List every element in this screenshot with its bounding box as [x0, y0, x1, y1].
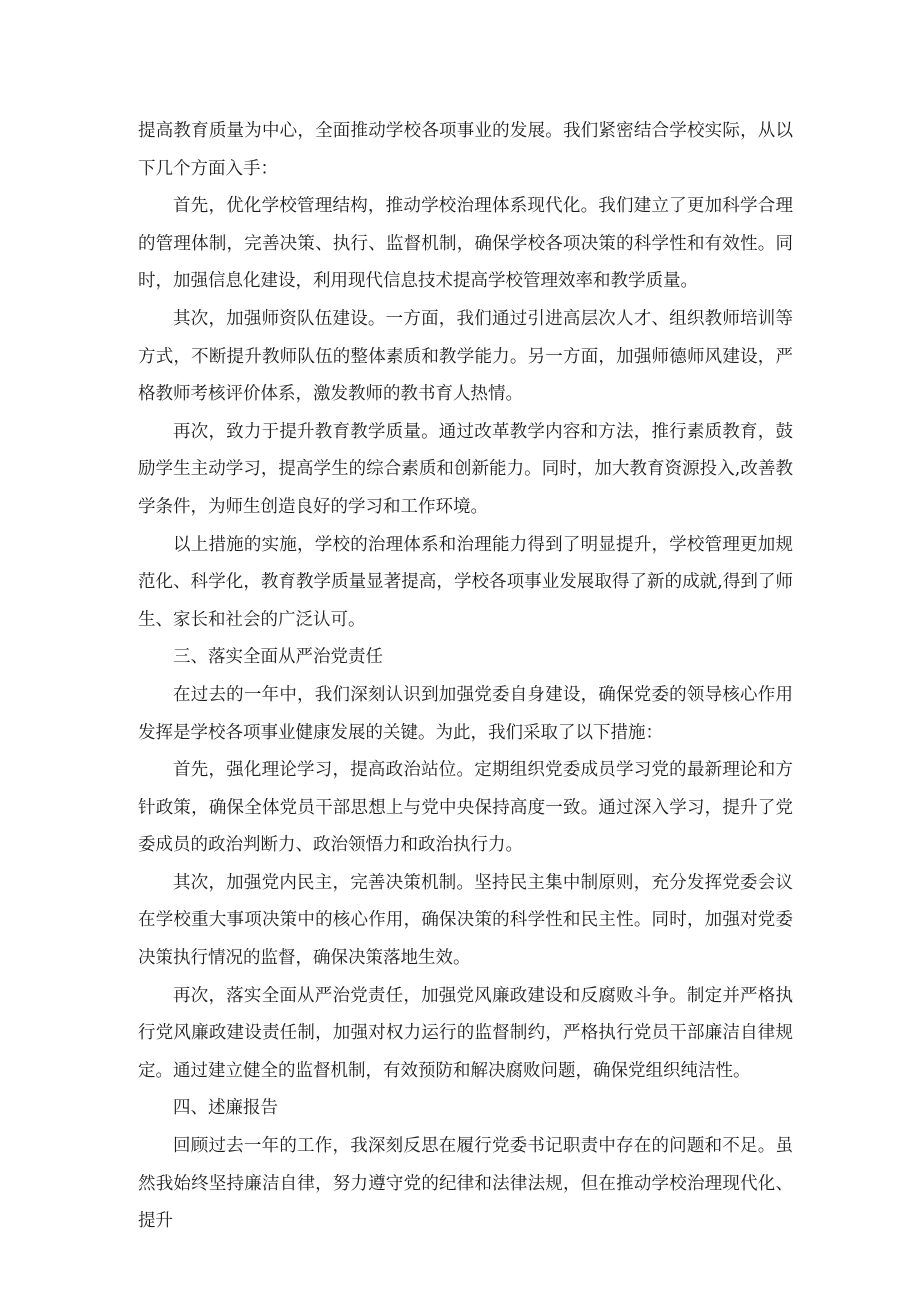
paragraph-inner-democracy: 其次，加强党内民主，完善决策机制。坚持民主集中制原则，充分发挥党委会议在学校重大事项决策中的核心作用，确保决策的科学性和民主性。同时，加强对党委决策执行情况的监督，确保决策落地生效。 [138, 872, 793, 969]
paragraph-party-intro: 在过去的一年中，我们深刻认识到加强党委自身建设，确保党委的领导核心作用发挥是学校各项事业健康发展的关键。为此，我们采取了以下措施： [138, 684, 793, 743]
section-heading-three: 三、落实全面从严治党责任 [173, 647, 383, 668]
paragraph-measures-summary: 以上措施的实施，学校的治理体系和治理能力得到了明显提升，学校管理更加规范化、科学化，教育教学质量显著提高，学校各项事业发展取得了新的成就,得到了师生、家长和社会的广泛认可。 [138, 534, 793, 630]
section-heading-four: 四、述廉报告 [173, 1098, 278, 1119]
document-body [138, 113, 793, 1241]
paragraph-review: 回顾过去一年的工作，我深刻反思在履行党委书记职责中存在的问题和不足。虽然我始终坚持廉洁自律，努力遵守党的纪律和法律法规，但在推动学校治理现代化、提升 [138, 1136, 793, 1232]
paragraph-theory-study: 首先，强化理论学习，提高政治站位。定期组织党委成员学习党的最新理论和方针政策，确保全体党员干部思想上与党中央保持高度一致。通过深入学习，提升了党委成员的政治判断力、政治领悟力和政治执行力。 [138, 760, 793, 856]
paragraph-teacher-team: 其次，加强师资队伍建设。一方面，我们通过引进高层次人才、组织教师培训等方式，不断提升教师队伍的整体素质和教学能力。另一方面，加强师德师风建设，严格教师考核评价体系，激发教师的教书育人热情。 [138, 308, 793, 405]
paragraph-teaching-quality: 再次，致力于提升教育教学质量。通过改革教学内容和方法，推行素质教育，鼓励学生主动学习，提高学生的综合素质和创新能力。同时，加大教育资源投入,改善教学条件，为师生创造良好的学习和工作环境。 [138, 421, 793, 517]
paragraph-continuation: 提高教育质量为中心，全面推动学校各项事业的发展。我们紧密结合学校实际，从以下几个方面入手： [138, 121, 793, 179]
paragraph-management-structure: 首先，优化学校管理结构，推动学校治理体系现代化。我们建立了更加科学合理的管理体制，完善决策、执行、监督机制，确保学校各项决策的科学性和有效性。同时，加强信息化建设，利用现代信息技术提高学校管理效率和教学质量。 [138, 196, 793, 292]
paragraph-anti-corruption: 再次，落实全面从严治党责任，加强党风廉政建设和反腐败斗争。制定并严格执行党风廉政建设责任制，加强对权力运行的监督制约，严格执行党员干部廉洁自律规定。通过建立健全的监督机制，有效预防和解决腐败问题，确保党组织纯洁性。 [138, 985, 793, 1081]
